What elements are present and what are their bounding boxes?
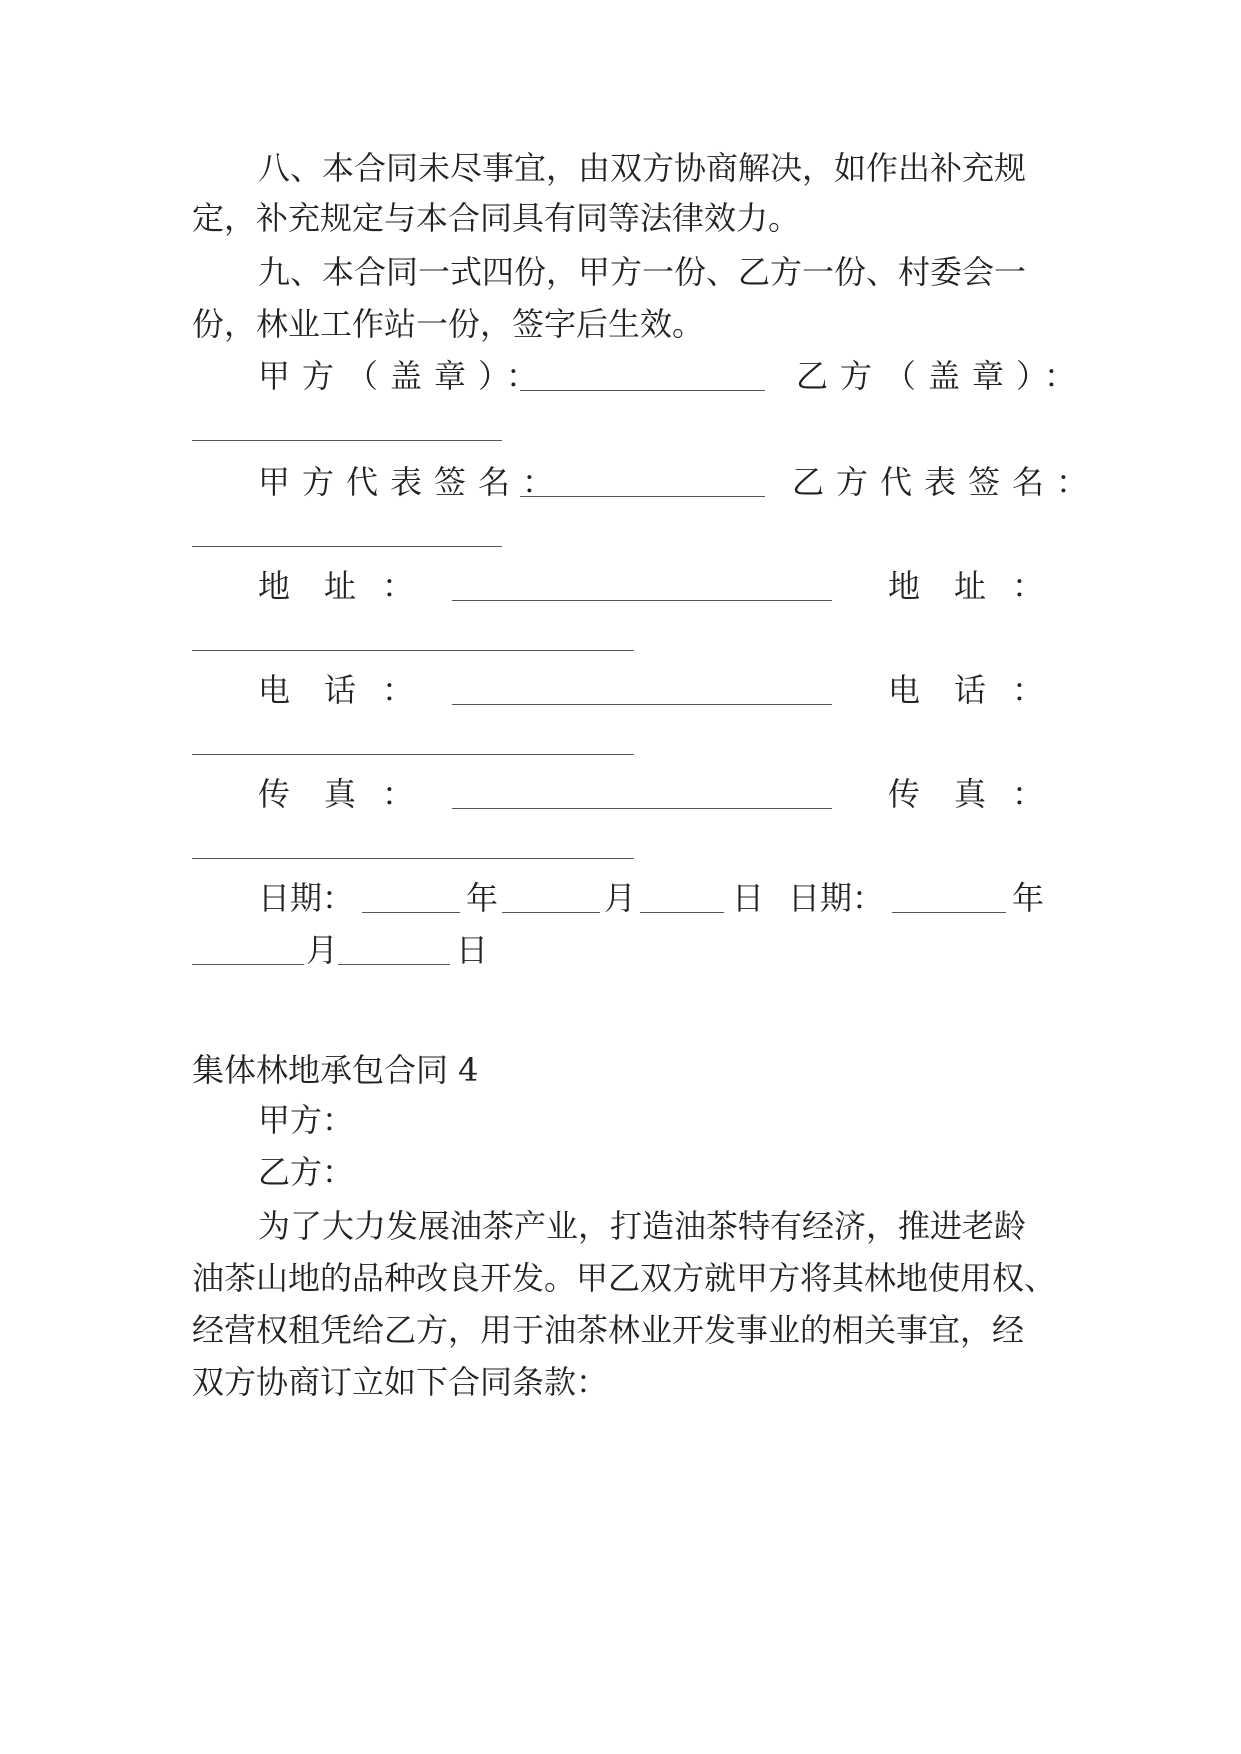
party-b-rep-blank[interactable] xyxy=(192,546,502,547)
address-b-label xyxy=(888,566,1045,606)
party-b-seal-blank[interactable] xyxy=(192,440,502,441)
address-a-label xyxy=(258,566,415,606)
address-b-blank[interactable] xyxy=(192,650,634,651)
date-b-month-blank[interactable] xyxy=(192,964,304,965)
fax-a-blank[interactable] xyxy=(452,808,832,809)
date-a-day-blank[interactable] xyxy=(640,912,724,913)
date-a-month-label: 月 xyxy=(604,879,637,917)
address-b-colon: ： xyxy=(1012,567,1045,605)
date-b-year-blank[interactable] xyxy=(892,912,1006,913)
date-b-day-blank[interactable] xyxy=(338,964,450,965)
contract-4-para-line-1: 为了大力发展油茶产业，打造油茶特有经济，推进老龄 xyxy=(258,1207,1027,1245)
address-a-char-1: 地 xyxy=(258,567,291,605)
fax-b-char-2: 真 xyxy=(954,775,987,813)
date-b-day-label: 日 xyxy=(456,931,489,969)
phone-b-blank[interactable] xyxy=(192,754,634,755)
date-a-year-blank[interactable] xyxy=(362,912,460,913)
phone-b-colon: ： xyxy=(1012,671,1045,709)
contract-4-para-line-4: 双方协商订立如下合同条款： xyxy=(192,1363,609,1401)
clause-9-line-2: 份，林业工作站一份，签字后生效。 xyxy=(192,305,705,343)
address-a-colon: ： xyxy=(382,567,415,605)
contract-4-para-line-3: 经营权租凭给乙方，用于油茶林业开发事业的相关事宜，经 xyxy=(192,1311,1025,1349)
address-b-char-1: 地 xyxy=(888,567,921,605)
date-a-year-label: 年 xyxy=(466,879,499,917)
fax-a-label xyxy=(258,774,415,814)
address-b-char-2: 址 xyxy=(954,567,987,605)
contract-4-para-line-2: 油茶山地的品种改良开发。甲乙双方就甲方将其林地使用权、 xyxy=(192,1259,1057,1297)
fax-b-colon: ： xyxy=(1012,775,1045,813)
fax-a-colon: ： xyxy=(382,775,415,813)
contract-4-title: 集体林地承包合同 4 xyxy=(192,1051,479,1089)
contract-4-party-b: 乙方： xyxy=(258,1153,355,1191)
fax-a-char-2: 真 xyxy=(324,775,357,813)
date-a-month-blank[interactable] xyxy=(502,912,600,913)
address-a-char-2: 址 xyxy=(324,567,357,605)
phone-a-label xyxy=(258,670,415,710)
party-a-rep-blank[interactable] xyxy=(520,496,765,497)
address-a-blank[interactable] xyxy=(452,600,832,601)
fax-b-blank[interactable] xyxy=(192,858,634,859)
date-a-day-label: 日 xyxy=(732,879,765,917)
party-a-rep-label: 甲方代表签名： xyxy=(258,463,567,501)
contract-4-party-a: 甲方： xyxy=(258,1101,355,1139)
party-a-seal-label: 甲方（盖章）： xyxy=(258,357,551,395)
fax-a-char-1: 传 xyxy=(258,775,291,813)
date-b-label: 日期： xyxy=(788,879,885,917)
party-b-rep-label: 乙方代表签名： xyxy=(792,463,1101,501)
phone-a-char-2: 话 xyxy=(324,671,357,709)
fax-b-label xyxy=(888,774,1045,814)
phone-b-label xyxy=(888,670,1045,710)
party-a-seal-blank[interactable] xyxy=(520,390,765,391)
clause-9-line-1: 九、本合同一式四份，甲方一份、乙方一份、村委会一 xyxy=(258,253,1027,291)
clause-8-line-2: 定，补充规定与本合同具有同等法律效力。 xyxy=(192,199,801,237)
date-b-year-label: 年 xyxy=(1012,879,1045,917)
party-b-seal-label: 乙方（盖章）： xyxy=(796,357,1089,395)
phone-a-blank[interactable] xyxy=(452,704,832,705)
phone-b-char-2: 话 xyxy=(954,671,987,709)
phone-a-colon: ： xyxy=(382,671,415,709)
phone-b-char-1: 电 xyxy=(888,671,921,709)
date-a-label: 日期： xyxy=(258,879,355,917)
phone-a-char-1: 电 xyxy=(258,671,291,709)
fax-b-char-1: 传 xyxy=(888,775,921,813)
date-b-month-label: 月 xyxy=(306,931,339,969)
clause-8-line-1: 八、本合同未尽事宜，由双方协商解决，如作出补充规 xyxy=(258,149,1027,187)
